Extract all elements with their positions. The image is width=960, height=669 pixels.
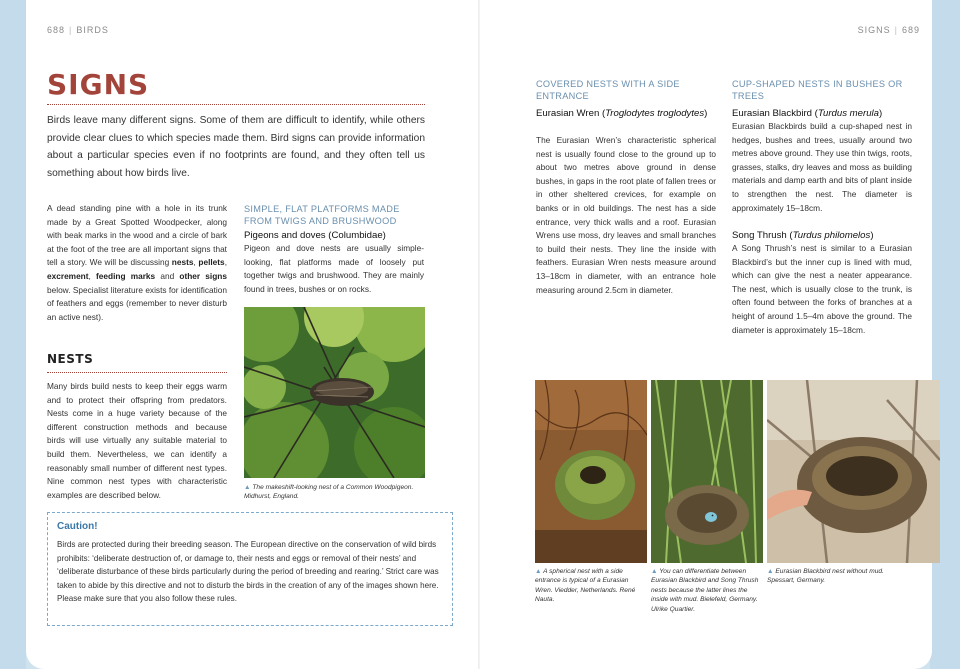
blackbird-latin-name: Turdus merula bbox=[817, 108, 879, 119]
thrush-caption-text: You can differentiate between Eurasian Blackbird and Song Thrush nests because the latter lines the inside with mud. Bielefeld, Germany. Ulrike Quartier. bbox=[651, 568, 759, 613]
wren-caption bbox=[535, 567, 647, 605]
left-running-head: 688 | BIRDS bbox=[47, 25, 109, 35]
caption-triangle-icon: ▲ bbox=[244, 484, 251, 491]
thrush-paren-close: ) bbox=[870, 230, 874, 241]
pigeon-species-heading: Pigeons and doves (Columbidae) bbox=[244, 230, 386, 241]
page-number: 688 bbox=[47, 25, 66, 35]
bold-pellets: pellets bbox=[198, 257, 225, 268]
page-number: 689 bbox=[901, 25, 920, 35]
woodpigeon-nest-photo bbox=[244, 307, 425, 478]
right-page bbox=[480, 0, 932, 669]
comma-3: , bbox=[88, 270, 97, 281]
thrush-caption bbox=[651, 567, 763, 614]
thrush-species-heading bbox=[732, 229, 922, 242]
section-name: BIRDS bbox=[76, 25, 109, 35]
wren-nest-image bbox=[535, 380, 647, 563]
wren-nest-photo bbox=[535, 380, 647, 563]
nests-heading-block bbox=[47, 352, 227, 373]
thrush-latin-name: Turdus philomelos bbox=[792, 230, 871, 241]
wren-paragraph: The Eurasian Wren’s characteristic spherical nest is usually found close to the ground up to about two metres above ground in dense bushes, in gaps in the root plate of fallen trees or in other sheltered crevices, for example on banks or in old buildings. The nest has a side entrance, very thick walls and a roof. Eurasian Wrens use moss, dry leaves and small branches to build their nests. They line the inside with feathers. Eurasian Wren nests measure around 13–18cm in diameter, with an entrance hole measuring around 2.5cm in diameter. bbox=[536, 135, 716, 295]
cup-shaped-kicker: CUP-SHAPED NESTS IN BUSHES OR TREES bbox=[732, 79, 903, 101]
wren-caption-text: A spherical nest with a side entrance is typical of a Eurasian Wren. Viedder, Netherlands. René Nauta. bbox=[535, 568, 636, 604]
thrush-paragraph: A Song Thrush’s nest is similar to a Eurasian Blackbird’s but the inner cup is lined with mud, which can give the nest a neater appearance. The nest, which is usually close to the trunk, is often found between the forks of branches at a height of around 1.5–4m above the ground. The diameter is approximately 15–18cm. bbox=[732, 243, 912, 335]
blackbird-nest-photo bbox=[767, 380, 940, 563]
blackbird-paren-close: ) bbox=[879, 108, 883, 119]
song-thrush-nest-photo bbox=[651, 380, 763, 563]
caution-heading: Caution! bbox=[57, 521, 98, 532]
and-word: and bbox=[155, 270, 180, 281]
nests-paragraph: Many birds build nests to keep their eggs warm and to protect their offspring from predators. Nests come in a huge variety because of the different construction methods and because birds will use virtually any suitable material to build them. Nevertheless, we can identify a reasonably small number of different nest types. Nine common nest types with characteristic examples are described below. bbox=[47, 381, 227, 500]
right-edge-tab bbox=[930, 0, 960, 669]
bold-nests: nests bbox=[171, 257, 194, 268]
comma-1: , bbox=[193, 257, 199, 268]
caption-triangle-icon: ▲ bbox=[651, 568, 658, 575]
caption-triangle-icon: ▲ bbox=[535, 568, 542, 575]
caution-text: Birds are protected during their breeding season. The European directive on the conservation of wild birds prohibits: ‘deliberate destruction of, or damage to, their nests and eggs or removal of their nests’ and ‘deliberate disturbance of these birds particularly during the period of breeding and rearing.’ Strict care was taken to abide by this directive and not to disturb the birds in the creation of any of the images shown here. Please make sure that you also follow these rules. bbox=[57, 540, 439, 604]
wren-species-heading bbox=[536, 107, 708, 120]
comma-2: , bbox=[224, 257, 227, 268]
woodpigeon-caption-text: The makeshift-looking nest of a Common Woodpigeon. Midhurst, England. bbox=[244, 484, 414, 501]
thrush-common-name: Song Thrush ( bbox=[732, 230, 793, 241]
wren-paren-close: ) bbox=[704, 108, 708, 119]
signs-paragraph bbox=[47, 202, 227, 324]
blackbird-caption bbox=[767, 567, 907, 586]
left-edge-tab bbox=[0, 0, 26, 669]
wren-latin-name: Troglodytes troglodytes bbox=[605, 108, 705, 119]
bold-other-signs: other signs bbox=[179, 270, 227, 281]
pigeon-paragraph: Pigeon and dove nests are usually simple-looking, flat platforms made of loosely put together twigs and brushwood. They are mainly found in trees, bushes or on rocks. bbox=[244, 243, 424, 294]
bold-feeding-marks: feeding marks bbox=[96, 270, 156, 281]
page-title: SIGNS bbox=[47, 68, 150, 101]
blackbird-caption-text: Eurasian Blackbird nest without mud. Spessart, Germany. bbox=[767, 568, 884, 585]
platform-kicker: SIMPLE, FLAT PLATFORMS MADE FROM TWIGS AND BRUSHWOOD bbox=[244, 204, 400, 226]
song-thrush-nest-image bbox=[651, 380, 763, 563]
bold-excrement: excrement bbox=[47, 270, 89, 281]
section-name: SIGNS bbox=[857, 25, 891, 35]
blackbird-nest-image bbox=[767, 380, 940, 563]
signs-text-1: A dead standing pine with a hole in its trunk made by a Great Spotted Woodpecker, along with beak marks in the wood and a circle of bark at the foot of the tree are all important signs that tell a story. We will be discussing bbox=[47, 203, 227, 268]
intro-paragraph: Birds leave many different signs. Some of them are difficult to identify, while others provide clear clues to which species made them. Bird signs can provide information about a particular species even if no footprints are found, and they often tell us something about how birds live. bbox=[47, 115, 425, 179]
woodpigeon-nest-image bbox=[244, 307, 425, 478]
title-block bbox=[47, 68, 425, 105]
nests-heading: NESTS bbox=[47, 352, 94, 366]
side-entrance-kicker: COVERED NESTS WITH A SIDE ENTRANCE bbox=[536, 79, 680, 101]
blackbird-species-heading bbox=[732, 107, 922, 120]
blackbird-common-name: Eurasian Blackbird ( bbox=[732, 108, 818, 119]
signs-text-2: below. Specialist literature exists for identification of feathers and eggs (remember to never disturb an active nest). bbox=[47, 284, 227, 322]
woodpigeon-caption bbox=[244, 483, 434, 502]
blackbird-paragraph: Eurasian Blackbirds build a cup-shaped nest in hedges, bushes and trees, usually around two metres above ground. They use thin twigs, roots, grasses, stalks, dry leaves and moss as building materials and damp earth and bits of plant inside to strengthen the nest. The diameter is approximately 15–18cm. bbox=[732, 121, 912, 213]
left-page bbox=[26, 0, 480, 669]
wren-common-name: Eurasian Wren ( bbox=[536, 108, 606, 119]
caution-box bbox=[47, 512, 453, 626]
caption-triangle-icon: ▲ bbox=[767, 568, 774, 575]
right-running-head: SIGNS | 689 bbox=[857, 25, 920, 35]
